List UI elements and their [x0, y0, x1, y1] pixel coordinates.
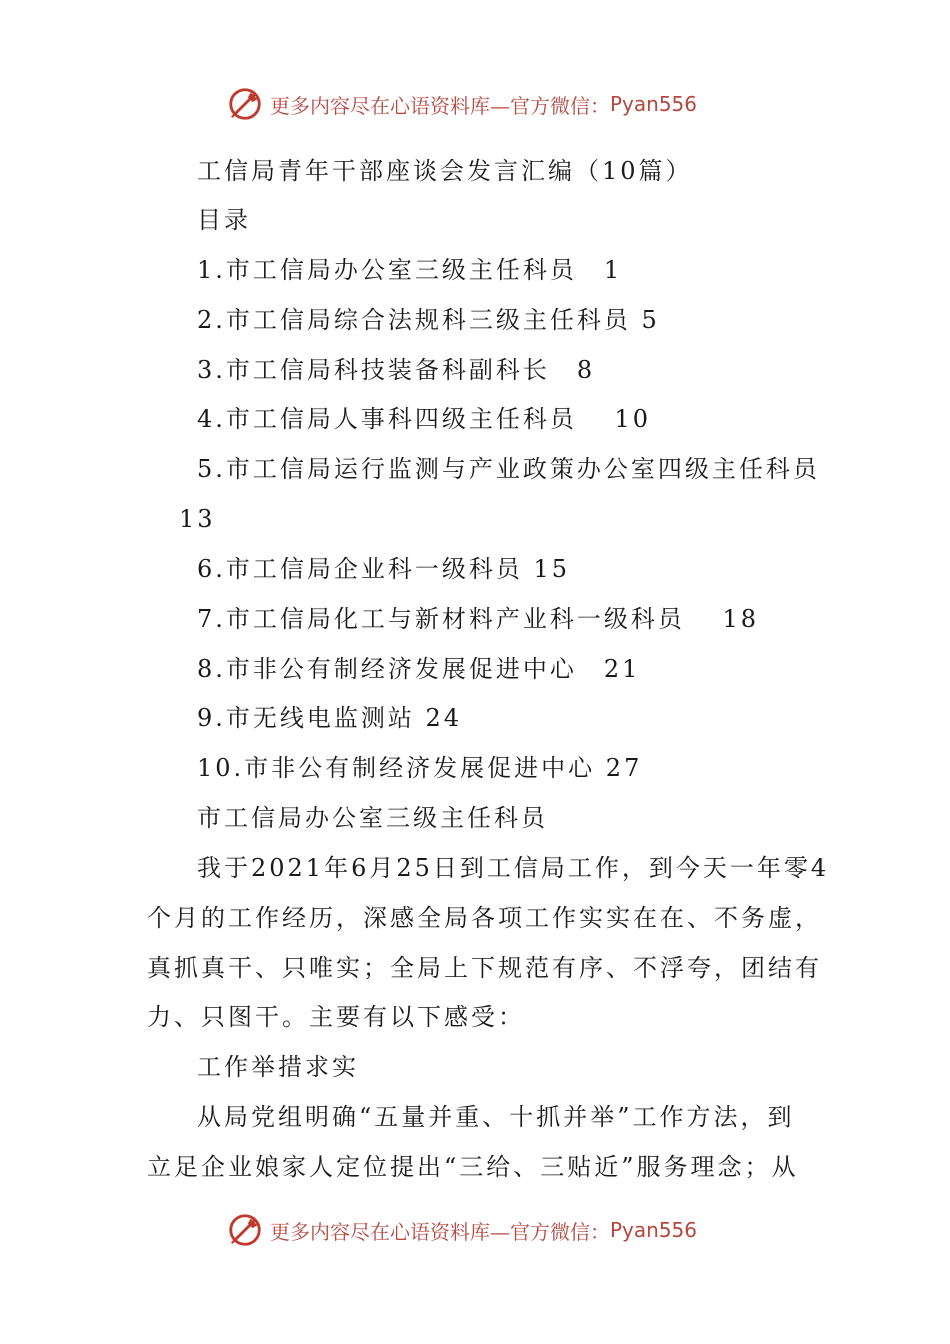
- toc-entry-7: 7.市工信局化工与新材料产业科一级科员 18: [197, 605, 760, 633]
- toc-entry-4: 4.市工信局人事科四级主任科员 10: [197, 405, 652, 433]
- paragraph-1-line-4: 力、只图干。主要有以下感受：: [147, 1003, 525, 1031]
- document-title: 工信局青年干部座谈会发言汇编（10篇）: [197, 157, 693, 185]
- toc-entry-5: 5.市工信局运行监测与产业政策办公室四级主任科员: [197, 455, 820, 483]
- toc-entry-1: 1.市工信局办公室三级主任科员 1: [197, 256, 623, 284]
- toc-heading: 目录: [197, 206, 251, 234]
- banner-text: 更多内容尽在心语资料库—官方微信：: [270, 1219, 610, 1244]
- toc-entry-5-page: 13: [179, 505, 216, 533]
- paragraph-1-line-1: 我于2021年6月25日到工信局工作，到今天一年零4: [197, 854, 830, 882]
- section-title: 市工信局办公室三级主任科员: [197, 804, 548, 832]
- toc-entry-3: 3.市工信局科技装备科副科长 8: [197, 356, 596, 384]
- header-watermark-banner: [226, 84, 697, 124]
- toc-entry-2: 2.市工信局综合法规科三级主任科员 5: [197, 306, 660, 334]
- toc-entry-6: 6.市工信局企业科一级科员 15: [197, 555, 571, 583]
- banner-wechat-id: Pyan556: [610, 1218, 698, 1242]
- pen-logo-icon: [226, 1211, 264, 1249]
- toc-entry-10: 10.市非公有制经济发展促进中心 27: [197, 754, 643, 782]
- paragraph-2-line-1: 从局党组明确“五量并重、十抓并举”工作方法，到: [197, 1103, 795, 1131]
- paragraph-2-line-2: 立足企业娘家人定位提出“三给、三贴近”服务理念；从: [147, 1153, 799, 1181]
- toc-entry-9: 9.市无线电监测站 24: [197, 704, 463, 732]
- sub-heading: 工作举措求实: [197, 1053, 359, 1081]
- banner-text: 更多内容尽在心语资料库—官方微信：: [270, 93, 610, 118]
- paragraph-1-line-2: 个月的工作经历，深感全局各项工作实实在在、不务虚，: [147, 904, 822, 932]
- footer-watermark-banner: [226, 1210, 697, 1250]
- pen-logo-icon: [226, 85, 264, 123]
- toc-entry-8: 8.市非公有制经济发展促进中心 21: [197, 655, 641, 683]
- paragraph-1-line-3: 真抓真干、只唯实；全局上下规范有序、不浮夸，团结有: [147, 954, 822, 982]
- banner-wechat-id: Pyan556: [610, 92, 698, 116]
